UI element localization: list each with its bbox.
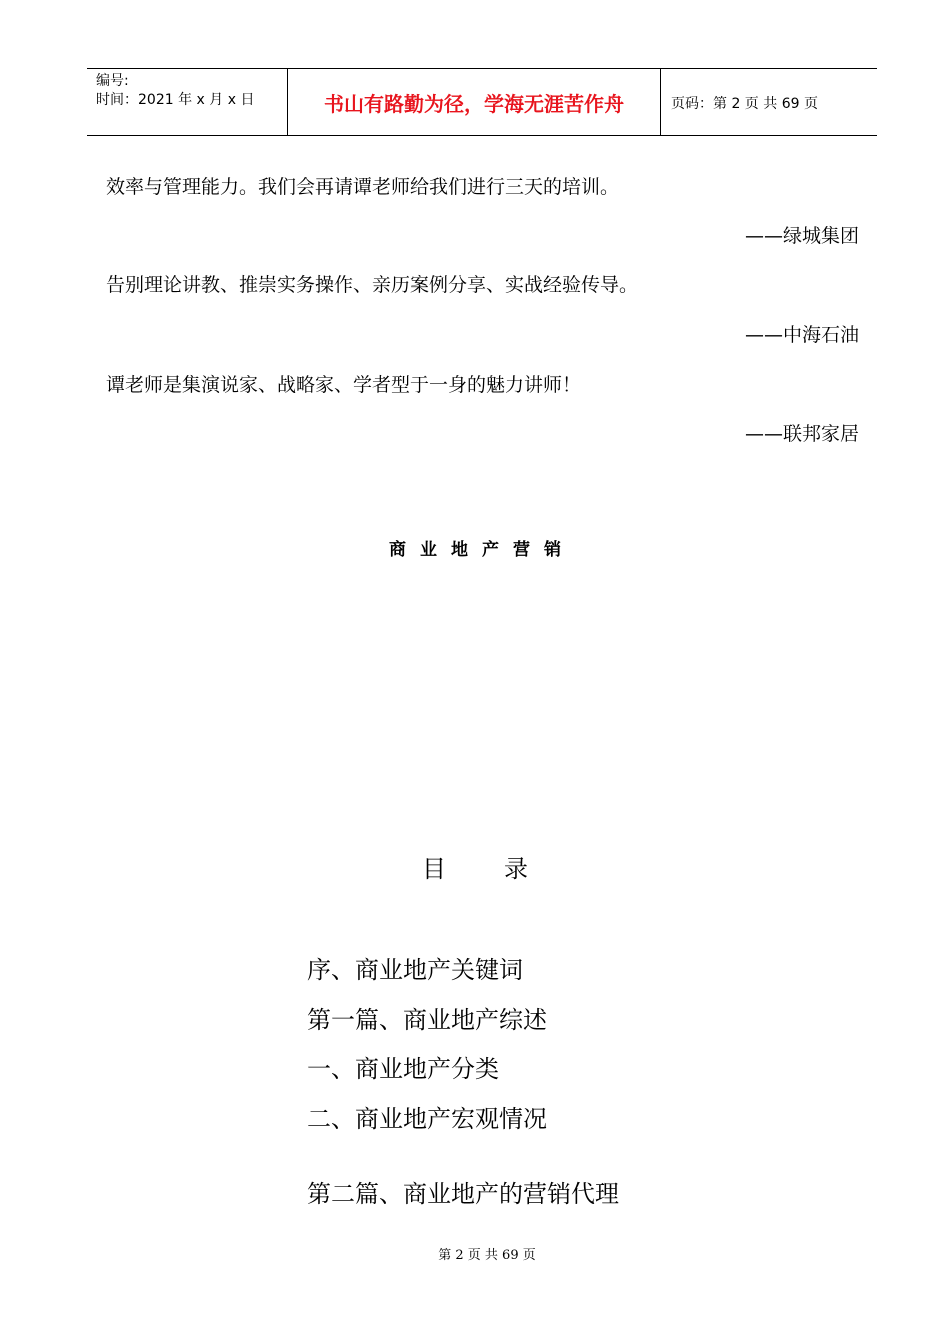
toc-title: 目录: [422, 855, 586, 883]
section-title: 商业地产营销: [389, 540, 575, 560]
header-motto-cell: [287, 69, 661, 135]
testimonial-source: ——绿城集团: [744, 225, 859, 247]
header-meta-cell: [87, 69, 287, 135]
testimonial-text: 效率与管理能力。我们会再请谭老师给我们进行三天的培训。: [106, 176, 620, 198]
page-footer: 第 2 页 共 69 页: [438, 1248, 536, 1263]
header-page-cell: [661, 69, 877, 135]
page-header: [87, 68, 877, 136]
testimonial-text: 告别理论讲教、推崇实务操作、亲历案例分享、实战经验传导。: [106, 274, 639, 296]
header-motto: 书山有路勤为径，学海无涯苦作舟: [324, 92, 624, 116]
toc-item: 第二篇、商业地产的营销代理: [307, 1180, 619, 1208]
toc-item: 序、商业地产关键词: [307, 956, 523, 984]
toc-item: 第一篇、商业地产综述: [307, 1006, 547, 1034]
toc-item: 二、商业地产宏观情况: [307, 1105, 547, 1133]
document-time-label: 时间：2021 年 x 月 x 日: [96, 92, 255, 108]
testimonial-source: ——联邦家居: [744, 423, 859, 445]
testimonial-text: 谭老师是集演说家、战略家、学者型于一身的魅力讲师！: [106, 374, 582, 396]
header-page-number: 页码：第 2 页 共 69 页: [671, 96, 818, 112]
document-number-label: 编号:: [96, 73, 129, 89]
toc-item: 一、商业地产分类: [307, 1055, 499, 1083]
testimonial-source: ——中海石油: [744, 324, 859, 346]
